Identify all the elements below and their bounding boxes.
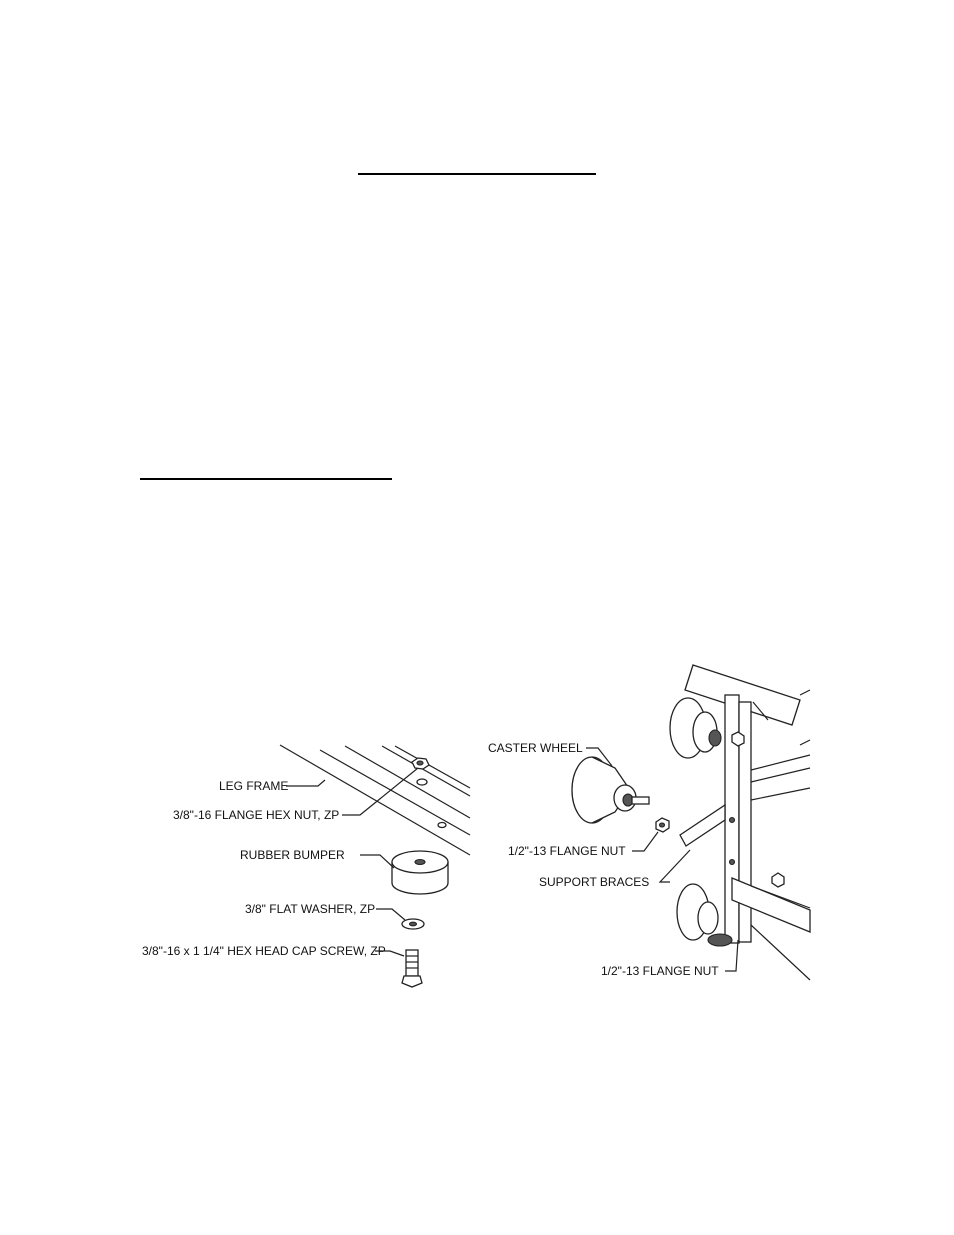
leg-frame-label: LEG FRAME	[219, 779, 289, 793]
assembly-drawing	[120, 650, 820, 1010]
flange-hex-nut-label: 3/8"-16 FLANGE HEX NUT, ZP	[173, 808, 340, 822]
cap-screw-drawing	[402, 950, 422, 987]
caster-wheel-label: CASTER WHEEL	[488, 741, 583, 755]
flange-nut-lower-label: 1/2"-13 FLANGE NUT	[601, 964, 719, 978]
support-braces-label: SUPPORT BRACES	[539, 875, 650, 889]
underlined-heading-rule	[358, 173, 596, 175]
flange-hex-nut-drawing	[412, 758, 429, 769]
flange-nut-upper-label: 1/2"-13 FLANGE NUT	[508, 844, 626, 858]
flat-washer-drawing	[402, 919, 424, 929]
leg-frame-drawing	[280, 745, 470, 855]
flat-washer-label: 3/8" FLAT WASHER, ZP	[245, 902, 376, 916]
underlined-subheading-rule	[140, 478, 392, 480]
caster-wheel-exploded-drawing	[572, 757, 669, 832]
cap-screw-label: 3/8"-16 x 1 1/4" HEX HEAD CAP SCREW, ZP	[142, 944, 386, 958]
rubber-bumper-label: RUBBER BUMPER	[240, 848, 345, 862]
rubber-bumper-drawing	[392, 851, 448, 894]
